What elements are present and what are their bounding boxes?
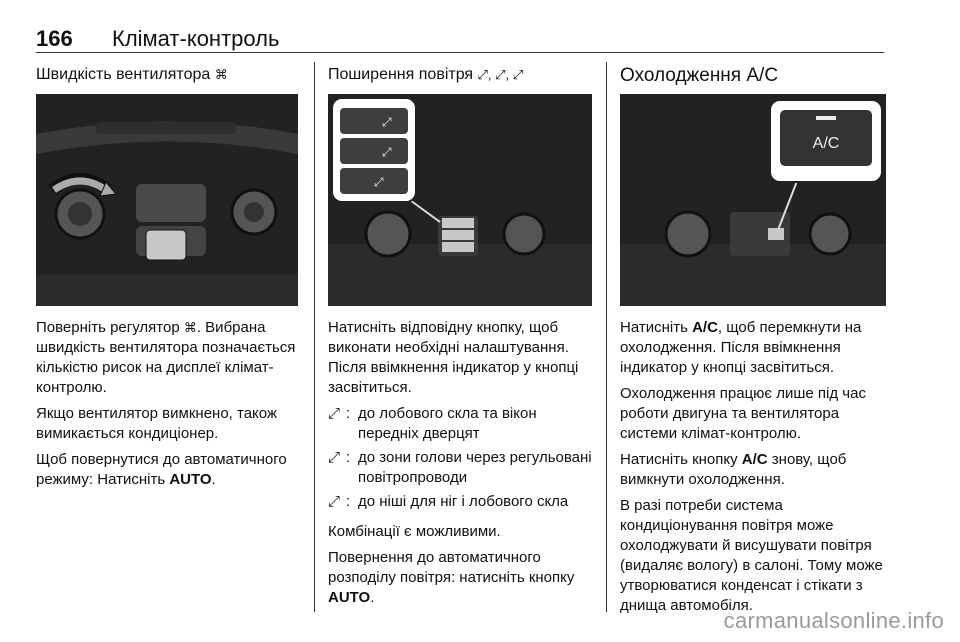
paragraph: Якщо вентилятор вимкнено, також вимикається кондиціонер. — [36, 405, 277, 442]
section-fan-speed — [36, 64, 298, 86]
footwell-air-icon: ⤢ — [328, 493, 341, 510]
ac-text — [620, 318, 886, 622]
section-heading: Швидкість вентилятора ⌘ — [36, 64, 298, 86]
svg-text:⤢: ⤢ — [382, 115, 392, 129]
page-header — [36, 26, 280, 52]
column-divider — [314, 62, 315, 612]
paragraph: Охолодження працює лише під час роботи двигуна та вентилятора системи клімат-контролю. — [620, 385, 866, 442]
watermark: carmanualsonline.info — [723, 608, 944, 633]
auto-label: AUTO — [169, 471, 212, 488]
list-item: до зони голови через регульовані повітропроводи — [358, 449, 592, 486]
header-rule — [36, 52, 884, 53]
paragraph: Щоб повернутися до автоматичного режиму: Натисніть AUTO. — [36, 451, 287, 488]
fan-icon: ⌘ — [183, 320, 197, 335]
air-distribution-text — [328, 318, 596, 614]
svg-text:⤢: ⤢ — [382, 145, 392, 159]
paragraph: Натисніть відповідну кнопку, щоб виконати необхідні налаштування. Після ввімкнення індикатор у кнопці засвітиться. — [328, 319, 579, 396]
ac-button-figure — [620, 94, 886, 306]
fan-text — [36, 318, 300, 496]
auto-label: AUTO — [328, 589, 371, 606]
page-number: 166 — [36, 26, 73, 51]
list-item: до ніші для ніг і лобового скла — [358, 493, 569, 510]
fan-knob-figure — [36, 94, 298, 306]
section-heading: Поширення повітря ⤢, ⤢, ⤢ — [328, 64, 592, 86]
air-distribution-icons: ⤢, ⤢, ⤢ — [477, 67, 524, 82]
list-item: до лобового скла та вікон передніх дверцят — [358, 405, 537, 442]
air-distribution-figure — [328, 94, 592, 306]
section-air-distribution — [328, 64, 592, 86]
section-heading: Охолодження A/C — [620, 65, 779, 86]
ac-button-label: A/C — [812, 135, 840, 152]
paragraph: Натисніть кнопку A/C знову, щоб вимкнути охолодження. — [620, 451, 847, 488]
section-ac-cooling — [620, 64, 886, 88]
paragraph: Комбінації є можливими. — [328, 523, 501, 540]
column-divider — [606, 62, 607, 612]
distribution-list: ⤢ : до лобового скла та вікон передніх дверцят ⤢ : до зони голови через регульовані повітропроводи ⤢ : до ніші для ніг і лобового скла — [328, 404, 596, 512]
windscreen-air-icon: ⤢ — [328, 405, 341, 422]
svg-text:⤢: ⤢ — [374, 175, 384, 189]
fan-icon: ⌘ — [214, 67, 228, 82]
paragraph: Натисніть A/C, щоб перемкнути на охолодження. Після ввімкнення індикатор у кнопці засвітиться. — [620, 319, 862, 376]
paragraph: Поверніть регулятор ⌘. Вибрана швидкість вентилятора позначається кількістю рисок на дисплеї клімат-контролю. — [36, 319, 296, 396]
page-title: Клімат-контроль — [112, 26, 280, 51]
paragraph: В разі потреби система кондиціонування повітря може охолоджувати й висушувати повітря (видаляє вологу) в салоні. Тому може утворюватися конденсат і стікати з днища автомобіля. — [620, 497, 883, 614]
paragraph: Повернення до автоматичного розподілу повітря: натисніть кнопку AUTO. — [328, 549, 575, 606]
head-air-icon: ⤢ — [328, 449, 341, 466]
